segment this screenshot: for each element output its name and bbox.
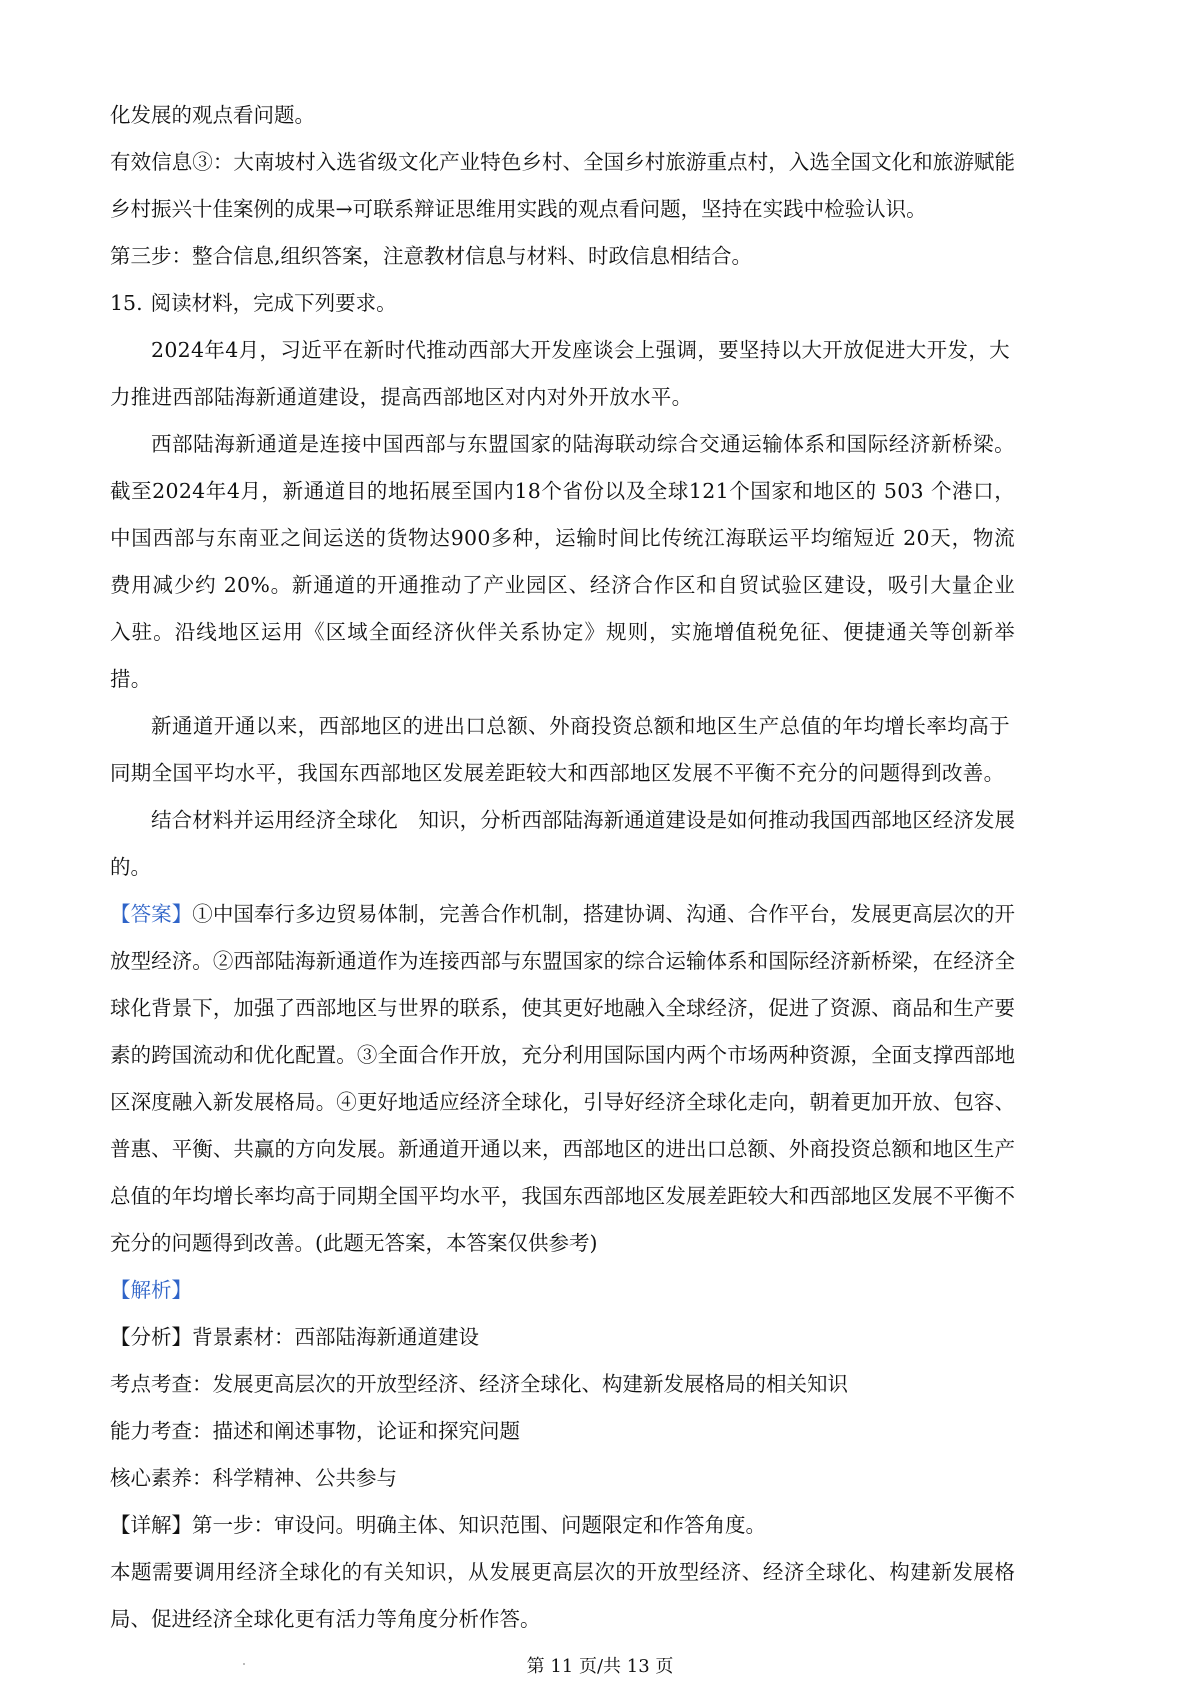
analysis-background: 【分析】背景素材：西部陆海新通道建设 (110, 1325, 479, 1349)
answer-label: 【答案】 (110, 902, 193, 926)
analysis-ability: 能力考查：描述和阐述事物，论证和探究问题 (110, 1419, 520, 1443)
material-paragraph-1: 2024年4月，习近平在新时代推动西部大开发座谈会上强调，要坚持以大开放促进大开发，大力推进西部陆海新通道建设，提高西部地区对内对外开放水平。 (110, 338, 1010, 409)
effective-info-3: 有效信息③：大南坡村入选省级文化产业特色乡村、全国乡村旅游重点村，入选全国文化和旅游赋能乡村振兴十佳案例的成果→可联系辩证思维用实践的观点看问题，坚持在实践中检验认识。 (110, 150, 1015, 221)
analysis-label: 【解析】 (110, 1278, 192, 1302)
question-15-heading (110, 280, 1110, 327)
analysis-detail-body: 本题需要调用经济全球化的有关知识，从发展更高层次的开放型经济、经济全球化、构建新发展格局、促进经济全球化更有活力等角度分析作答。 (110, 1560, 1015, 1631)
document-body (110, 92, 1110, 1643)
prev-line-1: 化发展的观点看问题。 (110, 103, 315, 127)
question-task: 结合材料并运用经济全球化 知识，分析西部陆海新通道建设是如何推动我国西部地区经济发展的。 (110, 808, 1015, 879)
analysis-core-literacy: 核心素养：科学精神、公共参与 (110, 1466, 397, 1490)
answer-block (110, 891, 1015, 1267)
question-number: 15. (110, 291, 143, 315)
material-paragraph-2: 西部陆海新通道是连接中国西部与东盟国家的陆海联动综合交通运输体系和国际经济新桥梁。截至2024年4月，新通道目的地拓展至国内18个省份以及全球121个国家和地区的 503 个港口，中国西部与东南亚之间运送的货物达900多种，运输时间比传统江海联运平均缩短近 20天，物流费用减少约 20%。新通道的开通推动了产业园区、经济合作区和自贸试验区建设，吸引大量企业入驻。沿线地区运用《区域全面经济伙伴关系协定》规则，实施增值税免征、便捷通关等创新举措。 (110, 432, 1015, 691)
analysis-test-points: 考点考查：发展更高层次的开放型经济、经济全球化、构建新发展格局的相关知识 (110, 1372, 848, 1396)
page-footer: 第 11 页/共 13 页 (526, 1656, 674, 1677)
step-3: 第三步：整合信息,组织答案，注意教材信息与材料、时政信息相结合。 (110, 244, 753, 268)
analysis-detail-step-1: 【详解】第一步：审设问。明确主体、知识范围、问题限定和作答角度。 (110, 1513, 766, 1537)
question-prompt: 阅读材料，完成下列要求。 (150, 291, 397, 315)
material-paragraph-3: 新通道开通以来，西部地区的进出口总额、外商投资总额和地区生产总值的年均增长率均高于同期全国平均水平，我国东西部地区发展差距较大和西部地区发展不平衡不充分的问题得到改善。 (110, 714, 1010, 785)
answer-text: ①中国奉行多边贸易体制，完善合作机制，搭建协调、沟通、合作平台，发展更高层次的开放型经济。②西部陆海新通道作为连接西部与东盟国家的综合运输体系和国际经济新桥梁，在经济全球化背景下，加强了西部地区与世界的联系，使其更好地融入全球经济，促进了资源、商品和生产要素的跨国流动和优化配置。③全面合作开放，充分利用国际国内两个市场两种资源，全面支撑西部地区深度融入新发展格局。④更好地适应经济全球化，引导好经济全球化走向，朝着更加开放、包容、普惠、平衡、共赢的方向发展。新通道开通以来，西部地区的进出口总额、外商投资总额和地区生产总值的年均增长率均高于同期全国平均水平，我国东西部地区发展差距较大和西部地区发展不平衡不充分的问题得到改善。(此题无答案，本答案仅供参考) (110, 902, 1015, 1255)
